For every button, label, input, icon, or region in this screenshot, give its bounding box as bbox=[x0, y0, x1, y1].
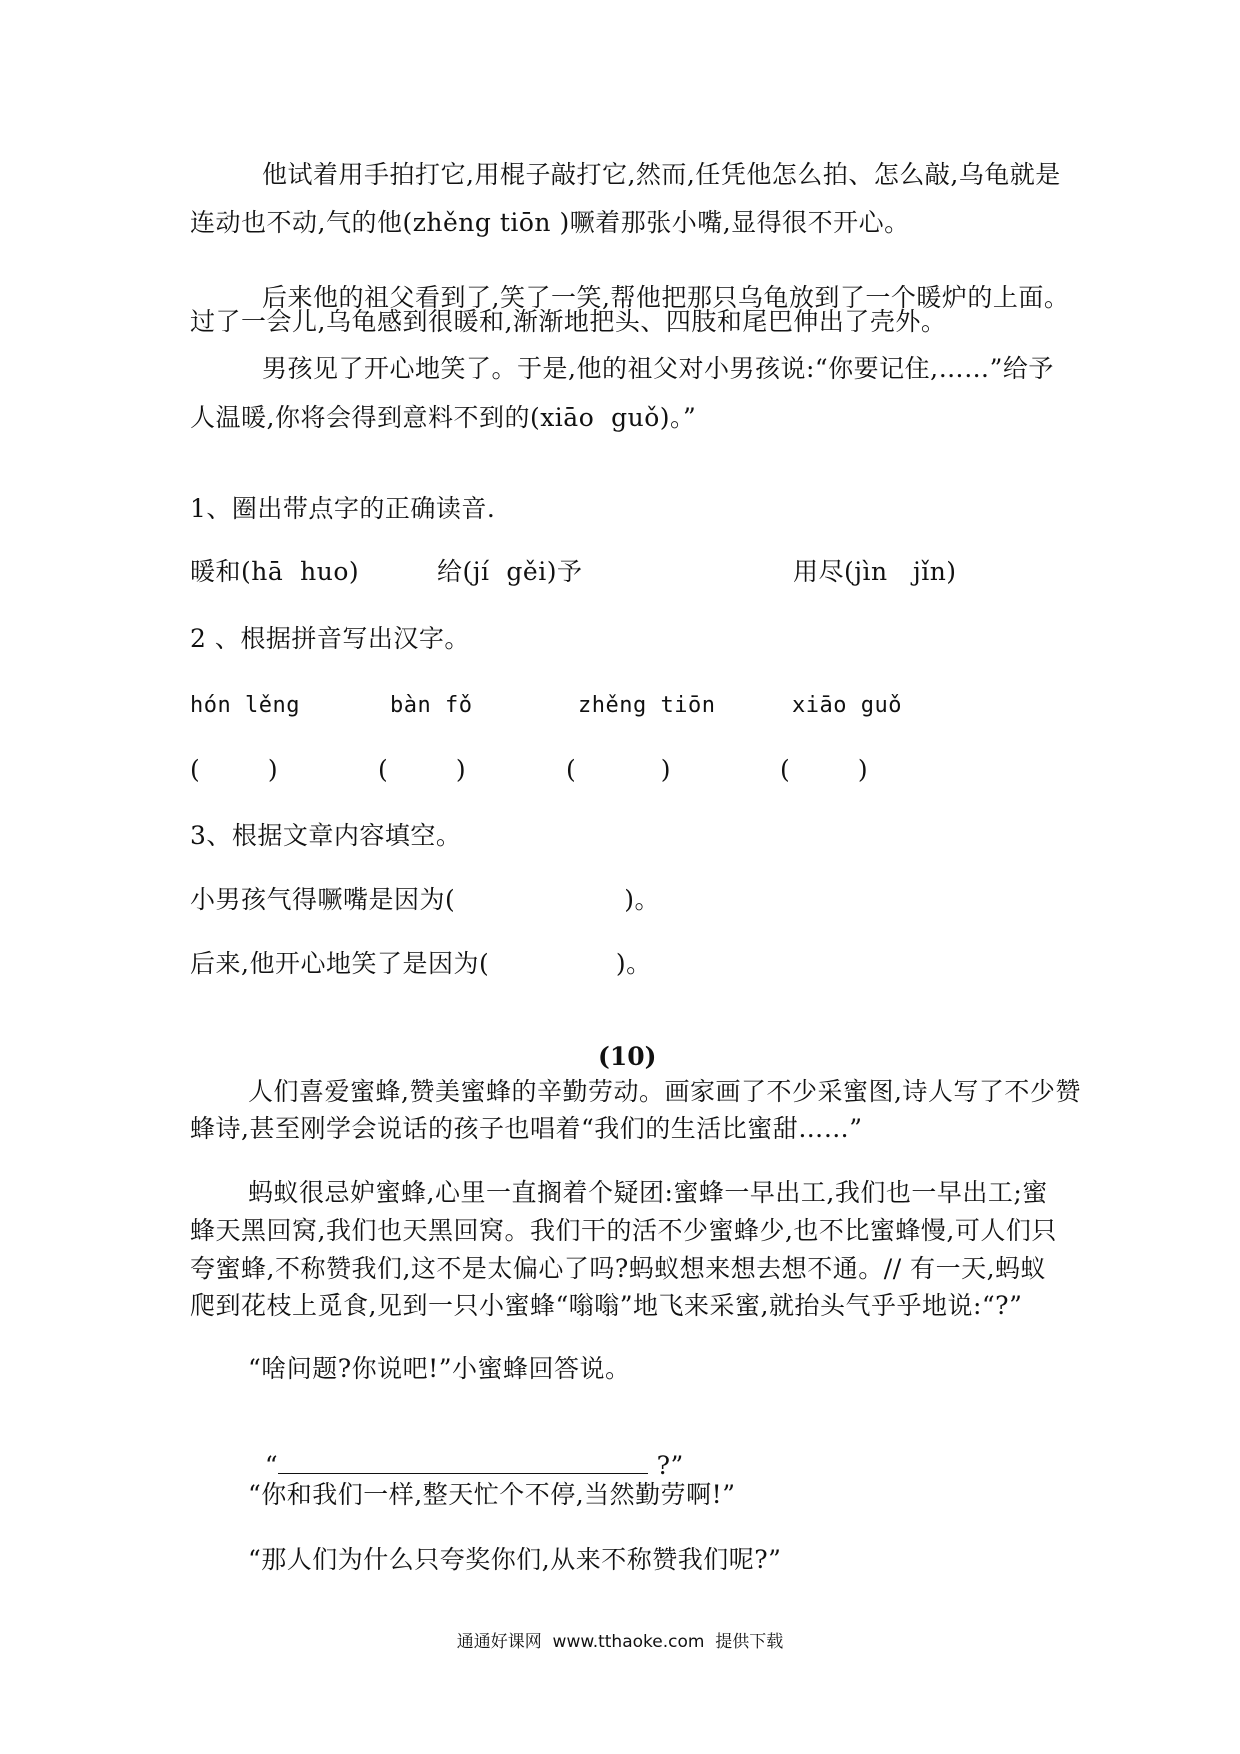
q2-blank-1: ( ) bbox=[190, 755, 279, 784]
q2-title: 2 、根据拼音写出汉字。 bbox=[190, 624, 470, 653]
story10-p2-line4: 爬到花枝上觅食,见到一只小蜜蜂“嗡嗡”地飞来采蜜,就抬头气乎乎地说:“?” bbox=[190, 1291, 1023, 1320]
story9-p2-line2: 过了一会儿,乌龟感到很暖和,渐渐地把头、四肢和尾巴伸出了壳外。 bbox=[190, 307, 947, 336]
q1-item-1: 暖和(hā huo) bbox=[190, 557, 360, 586]
q1-item-2: 给(jí gěi)予 bbox=[437, 557, 583, 586]
q2-pinyin-2: bàn fǒ bbox=[390, 693, 473, 718]
q3-line-1: 小男孩气得噘嘴是因为( )。 bbox=[190, 885, 660, 914]
q1-title: 1、圈出带点字的正确读音. bbox=[190, 494, 496, 523]
q2-blank-4: ( ) bbox=[780, 755, 869, 784]
story10-p1-line1: 人们喜爱蜜蜂,赞美蜜蜂的辛勤劳动。画家画了不少采蜜图,诗人写了不少赞 bbox=[248, 1077, 1081, 1106]
q2-blank-2: ( ) bbox=[378, 755, 467, 784]
footer-source: 通通好课网 www.tthaoke.com 提供下载 bbox=[456, 1632, 784, 1652]
dialogue-2-close: ?” bbox=[648, 1451, 684, 1480]
q1-item-3: 用尽(jìn jǐn) bbox=[793, 557, 957, 586]
story9-p3-line2: 人温暖,你将会得到意料不到的(xiāo guǒ)。” bbox=[190, 403, 697, 432]
dialogue-2-open-quote: “ bbox=[264, 1451, 279, 1480]
q2-pinyin-1: hón lěng bbox=[190, 693, 300, 718]
story10-p2-line1: 蚂蚁很忌妒蜜蜂,心里一直搁着个疑团:蜜蜂一早出工,我们也一早出工;蜜 bbox=[248, 1178, 1048, 1207]
story10-p2-line3: 夸蜜蜂,不称赞我们,这不是太偏心了吗?蚂蚁想来想去想不通。// 有一天,蚂蚁 bbox=[190, 1254, 1047, 1283]
dialogue-2 bbox=[248, 1415, 684, 1483]
q2-blank-3: ( ) bbox=[566, 755, 671, 784]
story9-p2-line1: 后来他的祖父看到了,笑了一笑,帮他把那只乌龟放到了一个暖炉的上面。 bbox=[262, 283, 1070, 312]
q3-title: 3、根据文章内容填空。 bbox=[190, 821, 462, 850]
story9-p1-line1: 他试着用手拍打它,用棍子敲打它,然而,任凭他怎么拍、怎么敲,乌龟就是 bbox=[262, 160, 1061, 189]
dialogue-4: “那人们为什么只夸奖你们,从来不称赞我们呢?” bbox=[248, 1545, 782, 1574]
answer-blank-line[interactable] bbox=[278, 1451, 648, 1474]
story10-p2-line2: 蜂天黑回窝,我们也天黑回窝。我们干的活不少蜜蜂少,也不比蜜蜂慢,可人们只 bbox=[190, 1216, 1057, 1245]
q2-pinyin-4: xiāo guǒ bbox=[792, 693, 902, 718]
story9-p3-line1: 男孩见了开心地笑了。于是,他的祖父对小男孩说:“你要记住,……”给予 bbox=[262, 354, 1054, 383]
q3-line-2: 后来,他开心地笑了是因为( )。 bbox=[190, 949, 652, 978]
dialogue-3: “你和我们一样,整天忙个不停,当然勤劳啊!” bbox=[248, 1480, 736, 1509]
dialogue-1: “啥问题?你说吧!”小蜜蜂回答说。 bbox=[248, 1354, 631, 1383]
story10-p1-line2: 蜂诗,甚至刚学会说话的孩子也唱着“我们的生活比蜜甜……” bbox=[190, 1114, 863, 1143]
story10-heading: (10) bbox=[598, 1042, 657, 1071]
q2-pinyin-3: zhěng tiōn bbox=[578, 693, 716, 718]
story9-p1-line2: 连动也不动,气的他(zhěng tiōn )噘着那张小嘴,显得很不开心。 bbox=[190, 208, 910, 237]
